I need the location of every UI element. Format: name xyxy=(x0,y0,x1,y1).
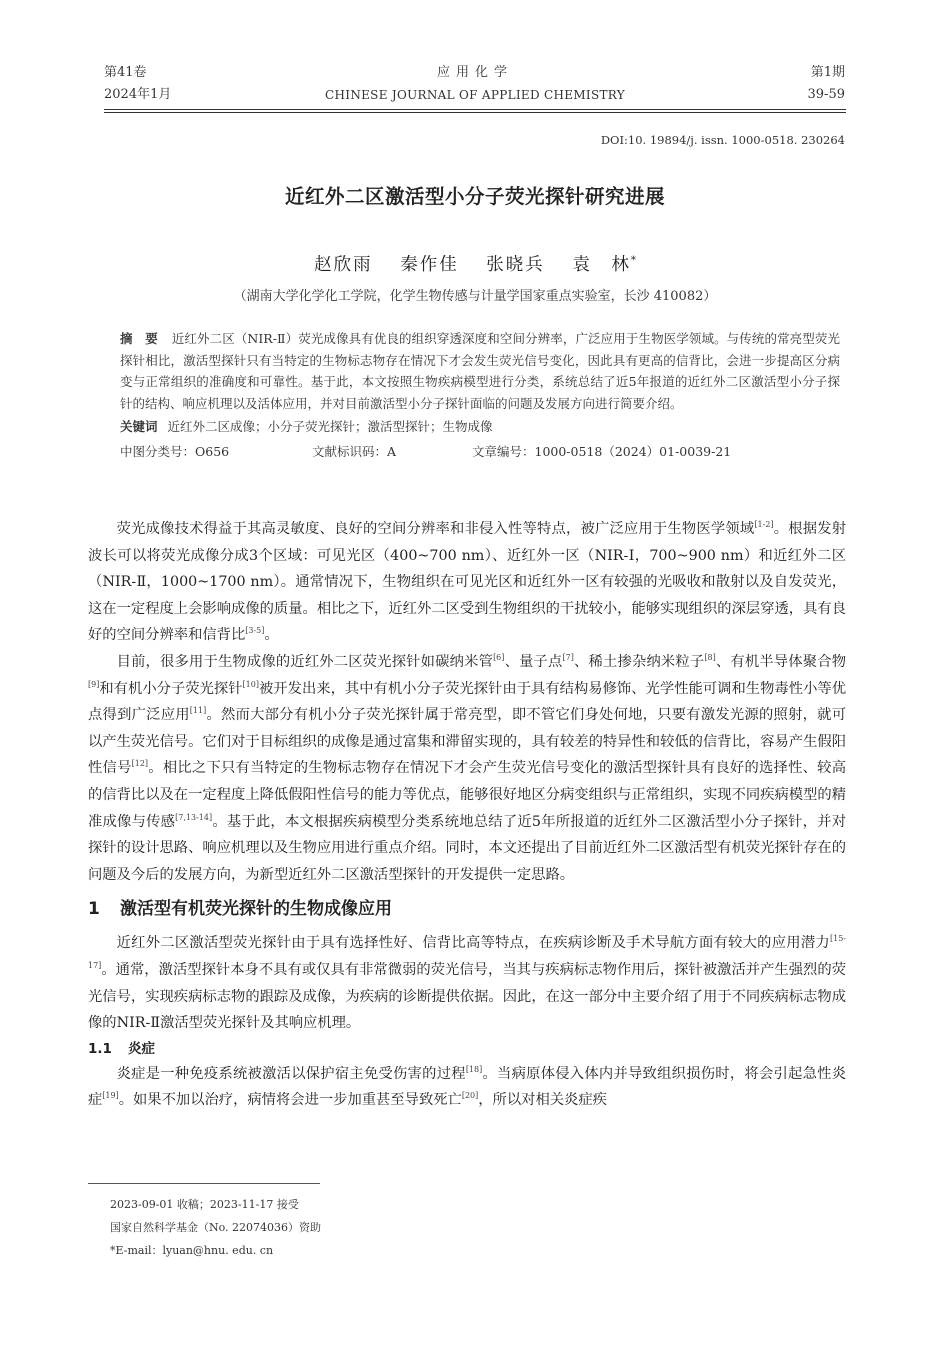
text-run: 。当病原体侵入体内并导致组织损伤时，将会引起急性炎症 xyxy=(88,1065,846,1109)
affiliation: （湖南大学化学化工学院，化学生物传感与计量学国家重点实验室，长沙 410082） xyxy=(233,289,717,304)
keywords-label: 关键词 xyxy=(120,419,158,434)
footnote-funding: 国家自然科学基金（No. 22074036）资助 xyxy=(110,1221,322,1234)
citation-ref[interactable]: [9] xyxy=(88,679,100,689)
citation-ref[interactable]: [11] xyxy=(189,706,207,716)
header-rule xyxy=(104,109,846,110)
text-run: ，所以对相关炎症疾 xyxy=(478,1092,607,1109)
issue: 第1期 xyxy=(810,65,845,80)
text-run: 和有机小分子荧光探针 xyxy=(99,680,243,697)
text-run: 近红外二区激活型荧光探针由于具有选择性好、信背比高等特点，在疾病诊断及手术导航方面有较大的应用潜力 xyxy=(116,935,830,952)
text-run: 被开发出来，其中有机小分子荧光探针由于具有结构易修饰、光学性能可调和生物毒性小等优点得到广泛应用 xyxy=(88,680,846,724)
subsection-heading xyxy=(88,1037,846,1061)
publication-date: 2024年1月 xyxy=(104,87,172,102)
subsection-number: 1.1 xyxy=(88,1040,112,1057)
journal-name-en: CHINESE JOURNAL OF APPLIED CHEMISTRY xyxy=(325,88,625,102)
subsection-title: 炎症 xyxy=(128,1040,155,1057)
abstract-text: 近红外二区（NIR-Ⅱ）荧光成像具有优良的组织穿透深度和空间分辨率，广泛应用于生物医学领域。与传统的常亮型荧光探针相比，激活型探针只有当特定的生物标志物存在情况下才会发生荧光信号变化，因此具有更高的信背比，会进一步提高区分病变与正常组织的准确度和可靠性。基于此，本文按照生物疾病模型进行分类，系统总结了近5年报道的近红外二区激活型小分子探针的结构、响应机理以及活体应用，并对目前激活型小分子探针面临的问题及发展方向进行简要介绍。 xyxy=(120,331,840,411)
text-run: 、稀土掺杂纳米粒子 xyxy=(573,653,705,670)
abstract xyxy=(120,328,840,414)
keywords xyxy=(120,416,840,438)
paragraph xyxy=(88,1061,846,1114)
citation-ref[interactable]: [15-17] xyxy=(88,934,846,970)
citation-ref[interactable]: [7,13-14] xyxy=(175,812,213,822)
abstract-block xyxy=(120,328,840,462)
citation-ref[interactable]: [20] xyxy=(461,1091,479,1101)
volume: 第41卷 xyxy=(104,65,147,80)
citation-ref[interactable]: [7] xyxy=(562,652,574,662)
keywords-text: 近红外二区成像；小分子荧光探针；激活型探针；生物成像 xyxy=(167,419,493,434)
footnote-dates: 2023-09-01 收稿；2023-11-17 接受 xyxy=(110,1198,299,1211)
citation-ref[interactable]: [6] xyxy=(493,652,505,662)
text-run: 。如果不加以治疗，病情将会进一步加重甚至导致死亡 xyxy=(118,1092,462,1109)
citation-ref[interactable]: [12] xyxy=(131,759,149,769)
text-run: 。相比之下只有当特定的生物标志物存在情况下才会产生荧光信号变化的激活型探针具有良好的选择性、较高的信背比以及在一定程度上降低假阳性信号的能力等优点，能够很好地区分病变组织与正常组织，实现不同疾病模型的精准成像与传感 xyxy=(88,760,846,830)
article-body xyxy=(88,516,846,1114)
citation-ref[interactable]: [1-2] xyxy=(754,520,774,529)
header-rule-thin xyxy=(104,112,846,113)
article-title: 近红外二区激活型小分子荧光探针研究进展 xyxy=(284,185,665,208)
header-right xyxy=(808,62,845,106)
text-run: 。然而大部分有机小分子荧光探针属于常亮型，即不管它们身处何地，只要有激发光源的照射，就可以产生荧光信号。它们对于目标组织的成像是通过富集和滞留实现的，具有较差的特异性和较低的信背比，容易产生假阳性信号 xyxy=(88,707,847,777)
clc-number: 中图分类号：O656 xyxy=(120,443,230,459)
text-run: 目前，很多用于生物成像的近红外二区荧光探针如碳纳米管 xyxy=(116,653,494,670)
citation-ref[interactable]: [19] xyxy=(102,1091,119,1101)
citation-ref[interactable]: [8] xyxy=(704,652,716,662)
text-run: 。通常，激活型探针本身不具有或仅具有非常微弱的荧光信号，当其与疾病标志物作用后，探针被激活并产生强烈的荧光信号，实现疾病标志物的跟踪及成像，为疾病的诊断提供依据。因此，在这一部分中主要介绍了用于不同疾病标志物成像的NIR-Ⅱ激活型荧光探针及其响应机理。 xyxy=(88,961,846,1032)
classification-line xyxy=(120,441,840,463)
paragraph xyxy=(88,930,846,1036)
document-code: 文献标识码：A xyxy=(312,443,397,459)
corresponding-author-mark: * xyxy=(630,255,636,267)
citation-ref[interactable]: [18] xyxy=(465,1064,483,1074)
authors xyxy=(0,251,950,276)
journal-name-cn: 应用化学 xyxy=(436,65,513,80)
citation-ref[interactable]: [3-5] xyxy=(245,626,265,636)
citation-ref[interactable]: [10] xyxy=(242,679,259,689)
text-run: 炎症是一种免疫系统被激活以保护宿主免受伤害的过程 xyxy=(116,1065,466,1082)
page-range: 39-59 xyxy=(807,87,845,102)
paragraph xyxy=(88,516,846,649)
author-list: 赵欣雨 秦作佳 张晓兵 袁 林 xyxy=(314,255,631,275)
text-run: 。基于此，本文根据疾病模型分类系统地总结了近5年所报道的近红外二区激活型小分子探针，并对探针的设计思路、响应机理以及生物应用进行重点介绍。同时，本文还提出了目前近红外二区激活型有机荧光探针存在的问题及今后的发展方向，为新型近红外二区激活型探针的开发提供一定思路。 xyxy=(88,813,847,883)
text-run: 、有机半导体聚合物 xyxy=(715,653,847,670)
text-run: 荧光成像技术得益于其高灵敏度、良好的空间分辨率和非侵入性等特点，被广泛应用于生物医学领域 xyxy=(116,521,755,537)
article-number: 文章编号：1000-0518（2024）01-0039-21 xyxy=(472,443,732,459)
abstract-label: 摘 要 xyxy=(120,331,158,346)
text-run: 。 xyxy=(264,627,279,644)
section-title: 激活型有机荧光探针的生物成像应用 xyxy=(120,899,392,920)
footnote-rule xyxy=(88,1183,320,1184)
text-run: 、量子点 xyxy=(504,653,563,670)
footnote-email[interactable]: *E-mail：lyuan@hnu. edu. cn xyxy=(110,1244,274,1257)
section-number: 1 xyxy=(88,899,100,920)
section-heading xyxy=(88,894,846,924)
doi[interactable]: DOI:10. 19894/j. issn. 1000-0518. 230264 xyxy=(600,133,845,147)
paragraph xyxy=(88,649,846,888)
text-run: 。根据发射波长可以将荧光成像分成3个区域：可见光区（400~700 nm）、近红外一区（NIR-Ⅰ，700~900 nm）和近红外二区（NIR-Ⅱ，1000~1700 nm）。通常情况下，生物组织在可见光区和近红外一区有较强的光吸收和散射以及自发荧光，这在一定程度上会影响成像的质量。相比之下，近红外二区受到生物组织的干扰较小，能够实现组织的深层穿透，具有良好的空间分辨率和信背比 xyxy=(88,521,847,644)
